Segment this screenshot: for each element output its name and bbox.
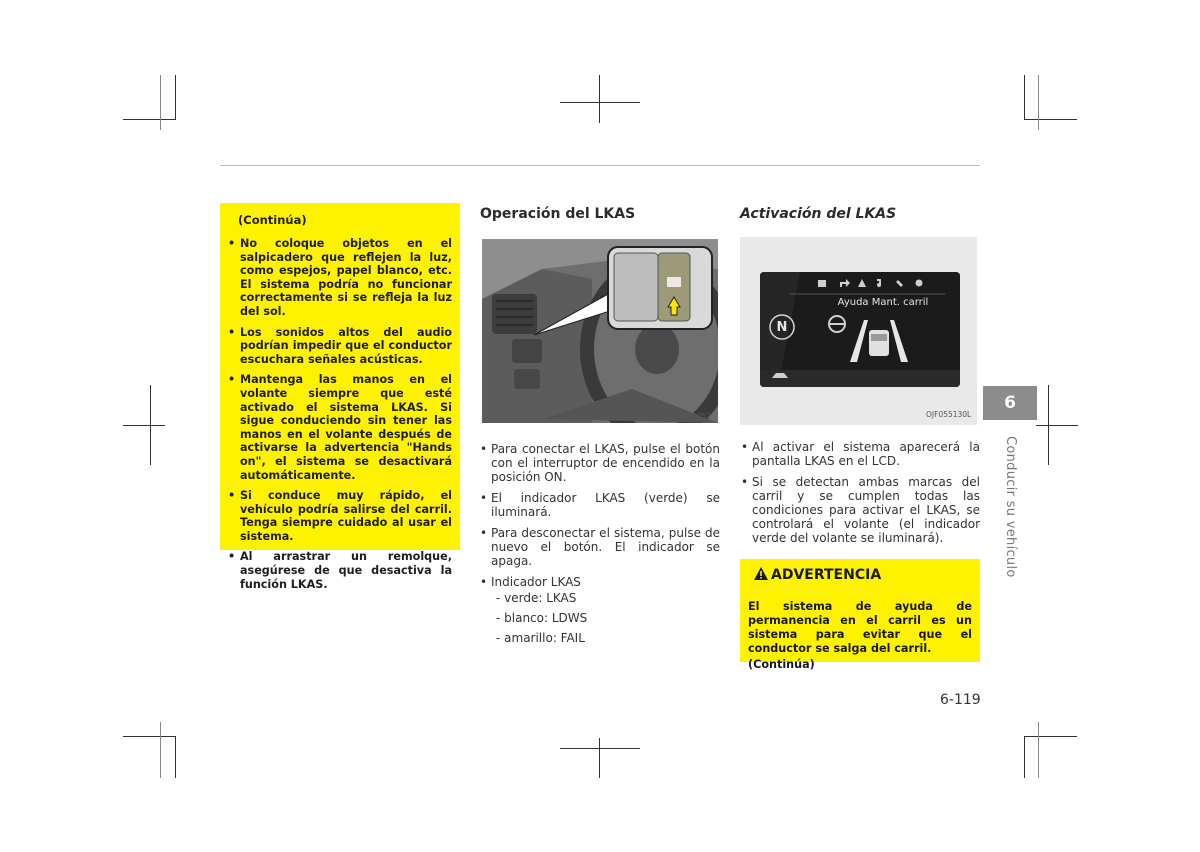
indicator-white: - blanco: LDWS [496,611,588,625]
header-rule [220,165,980,166]
indicator-sublist [491,591,720,645]
warning-title-text: ADVERTENCIA [771,567,882,583]
activation-list [741,440,980,552]
caution-item: • Si conduce muy rápido, el vehículo podría salirse del carril. Tenga siempre cuidado al usar el sistema. [228,489,452,543]
crop-mark [1038,75,1039,130]
gear-indicator: N [776,320,788,335]
crop-mark [123,736,176,737]
crop-mark [160,722,161,778]
crop-mark [560,748,640,749]
crop-mark [1036,425,1078,426]
operation-item [480,575,720,645]
crop-mark [1024,736,1077,737]
crop-mark [560,102,640,103]
lcd-title: Ayuda Mant. carril [837,297,929,308]
indicator-yellow: - amarillo: FAIL [496,631,585,645]
warning-title [754,567,881,583]
activation-item: • Al activar el sistema aparecerá la pantalla LKAS en el LCD. [741,440,980,468]
caution-item: • Al arrastrar un remolque, asegúrese de que desactiva la función LKAS. [228,550,452,591]
chapter-side-text: Conducir su vehículo [1003,436,1018,578]
crop-mark [160,75,161,130]
activation-heading: Activación del LKAS [740,206,897,222]
caution-item: • Los sonidos altos del audio podrían impedir que el conductor escuchara señales acústicas. [228,326,452,367]
lcd-graphic [760,272,960,387]
operation-list [480,442,720,651]
caution-list [228,237,452,591]
caution-item: • No coloque objetos en el salpicadero que reflejen la luz, como espejos, papel blanco, etc. El sistema podría no funcionar correctamente si se refleja la luz del sol. [228,237,452,319]
warning-body [748,600,972,672]
crop-mark [1024,75,1025,120]
indicator-green: - verde: LKAS [496,591,577,605]
crop-mark [599,738,600,778]
lcd-figure [740,237,977,425]
crop-mark [1038,722,1039,778]
operation-item: • El indicador LKAS (verde) se iluminará. [480,491,720,519]
crop-mark [123,119,176,120]
crop-mark [123,425,165,426]
chapter-side-title [1003,436,1032,578]
crop-mark [175,736,176,778]
indicator-label: Indicador LKAS [491,575,581,589]
crop-mark [175,75,176,120]
crop-mark [1024,119,1077,120]
lcd-screen [760,272,960,387]
page-number: 6-119 [940,692,981,708]
caution-heading: (Continúa) [238,213,307,227]
caution-item: • Mantenga las manos en el volante siempre que esté activado el sistema LKAS. Si sigue conduciendo sin tener las manos en el volante después de activarse la advertencia "Hands on", el sistema se desactivará automáticamente. [228,373,452,482]
chapter-tab: 6 [983,386,1037,420]
activation-item: • Si se detectan ambas marcas del carril y se cumplen todas las condiciones para activar el LKAS, se controlará el volante (el indicador verde del volante se iluminará). [741,475,980,545]
warning-text: El sistema de ayuda de permanencia en el carril es un sistema para evitar que el conductor se salga del carril. [748,600,972,655]
caution-continuation-box [220,203,460,591]
operation-item: • Para desconectar el sistema, pulse de nuevo el botón. El indicador se apaga. [480,526,720,568]
operation-heading: Operación del LKAS [480,206,636,222]
operation-item: • Para conectar el LKAS, pulse el botón con el interruptor de encendido en la posición ON. [480,442,720,484]
crop-mark [1024,736,1025,778]
warning-icon [754,567,768,580]
figure-code: OJF055052 [670,412,712,421]
warning-box [740,559,980,671]
crop-mark [599,75,600,123]
lkas-button-figure [482,239,718,423]
figure-code: OJF055130L [926,410,972,419]
warning-continued: (Continúa) [748,658,815,671]
dashboard-illustration [482,239,718,423]
